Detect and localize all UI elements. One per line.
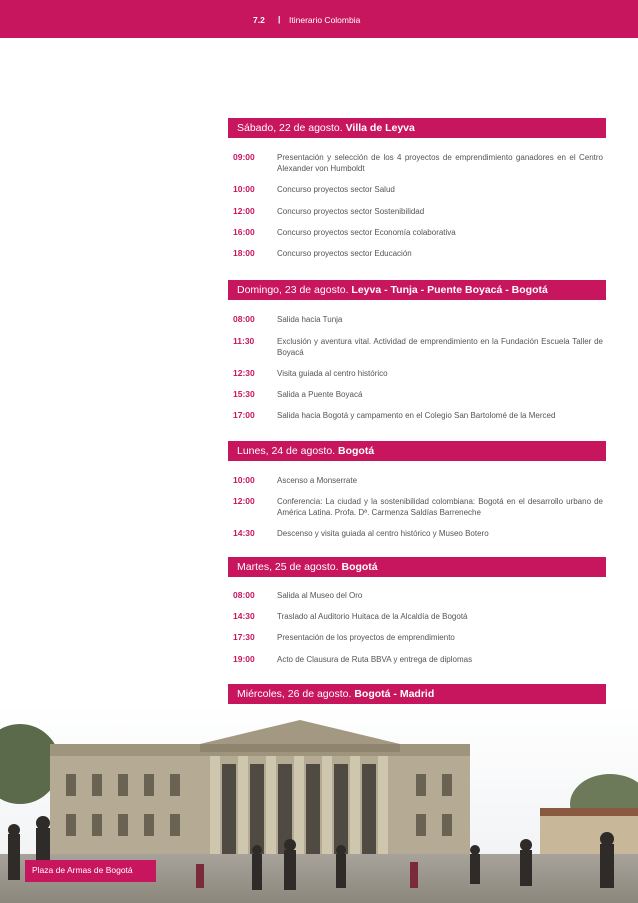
section-title: Itinerario Colombia — [289, 15, 361, 25]
event-time: 09:00 — [233, 152, 255, 162]
event-time: 08:00 — [233, 314, 255, 324]
event-description: Concurso proyectos sector Economía colaborativa — [277, 228, 456, 237]
event-time: 10:00 — [233, 475, 255, 485]
day-place: Bogotá — [338, 445, 375, 457]
event-description: Presentación y selección de los 4 proyectos de emprendimiento ganadores en el Centro Alexander von Humboldt — [277, 153, 603, 173]
event-time: 10:00 — [233, 184, 255, 194]
event-description: Exclusión y aventura vital. Actividad de emprendimiento en la Fundación Escuela Taller de Boyacá — [277, 337, 603, 357]
day-header-tuesday — [228, 557, 606, 577]
event-time: 14:30 — [233, 611, 255, 621]
event-description: Acto de Clausura de Ruta BBVA y entrega de diplomas — [277, 655, 473, 664]
event-time: 19:00 — [233, 654, 255, 664]
event-description: Visita guiada al centro histórico — [277, 369, 388, 378]
event-description: Conferencia: La ciudad y la sostenibilidad colombiana: Bogotá en el desarrollo urbano de América Latina. Profa. Dª. Carmenza Saldías Barreneche — [277, 497, 603, 517]
day-place: Bogotá - Madrid — [354, 688, 435, 700]
event-description: Salida hacia Tunja — [277, 315, 343, 324]
event-time: 11:30 — [233, 336, 255, 346]
section-number: 7.2 — [253, 15, 265, 25]
event-time: 14:30 — [233, 528, 255, 538]
event-time: 08:00 — [233, 590, 255, 600]
event-description: Presentación de los proyectos de emprendimiento — [277, 633, 455, 642]
event-time: 12:00 — [233, 206, 255, 216]
day-date: Miércoles, 26 de agosto. — [237, 688, 352, 700]
event-description: Ascenso a Monserrate — [277, 476, 358, 485]
event-time: 17:00 — [233, 410, 255, 420]
day-date: Domingo, 23 de agosto. — [237, 284, 349, 296]
event-time: 18:00 — [233, 248, 255, 258]
day-place: Bogotá — [341, 561, 378, 573]
event-description: Concurso proyectos sector Sostenibilidad — [277, 207, 425, 216]
day-place: Leyva - Tunja - Puente Boyacá - Bogotá — [351, 284, 548, 296]
event-time: 12:00 — [233, 496, 255, 506]
event-description: Salida al Museo del Oro — [277, 591, 363, 600]
day-header-sunday — [228, 280, 606, 300]
day-header-saturday — [228, 118, 606, 138]
day-place: Villa de Leyva — [345, 122, 415, 134]
event-description: Traslado al Auditorio Huitaca de la Alcaldía de Bogotá — [277, 612, 468, 621]
event-description: Concurso proyectos sector Educación — [277, 249, 412, 258]
event-time: 12:30 — [233, 368, 255, 378]
event-description: Salida hacia Bogotá y campamento en el Colegio San Bartolomé de la Merced — [277, 411, 556, 420]
event-description: Descenso y visita guiada al centro histórico y Museo Botero — [277, 529, 489, 538]
event-description: Salida a Puente Boyacá — [277, 390, 363, 399]
day-date: Martes, 25 de agosto. — [237, 561, 339, 573]
event-time: 17:30 — [233, 632, 255, 642]
top-banner — [0, 0, 638, 38]
header-separator: | — [278, 14, 281, 24]
event-time: 16:00 — [233, 227, 255, 237]
event-time: 15:30 — [233, 389, 255, 399]
caption-text: Plaza de Armas de Bogotá — [32, 865, 133, 875]
day-header-monday — [228, 441, 606, 461]
day-date: Sábado, 22 de agosto. — [237, 122, 343, 134]
event-description: Concurso proyectos sector Salud — [277, 185, 395, 194]
day-header-wednesday — [228, 684, 606, 704]
photo-caption — [25, 860, 156, 882]
day-date: Lunes, 24 de agosto. — [237, 445, 336, 457]
